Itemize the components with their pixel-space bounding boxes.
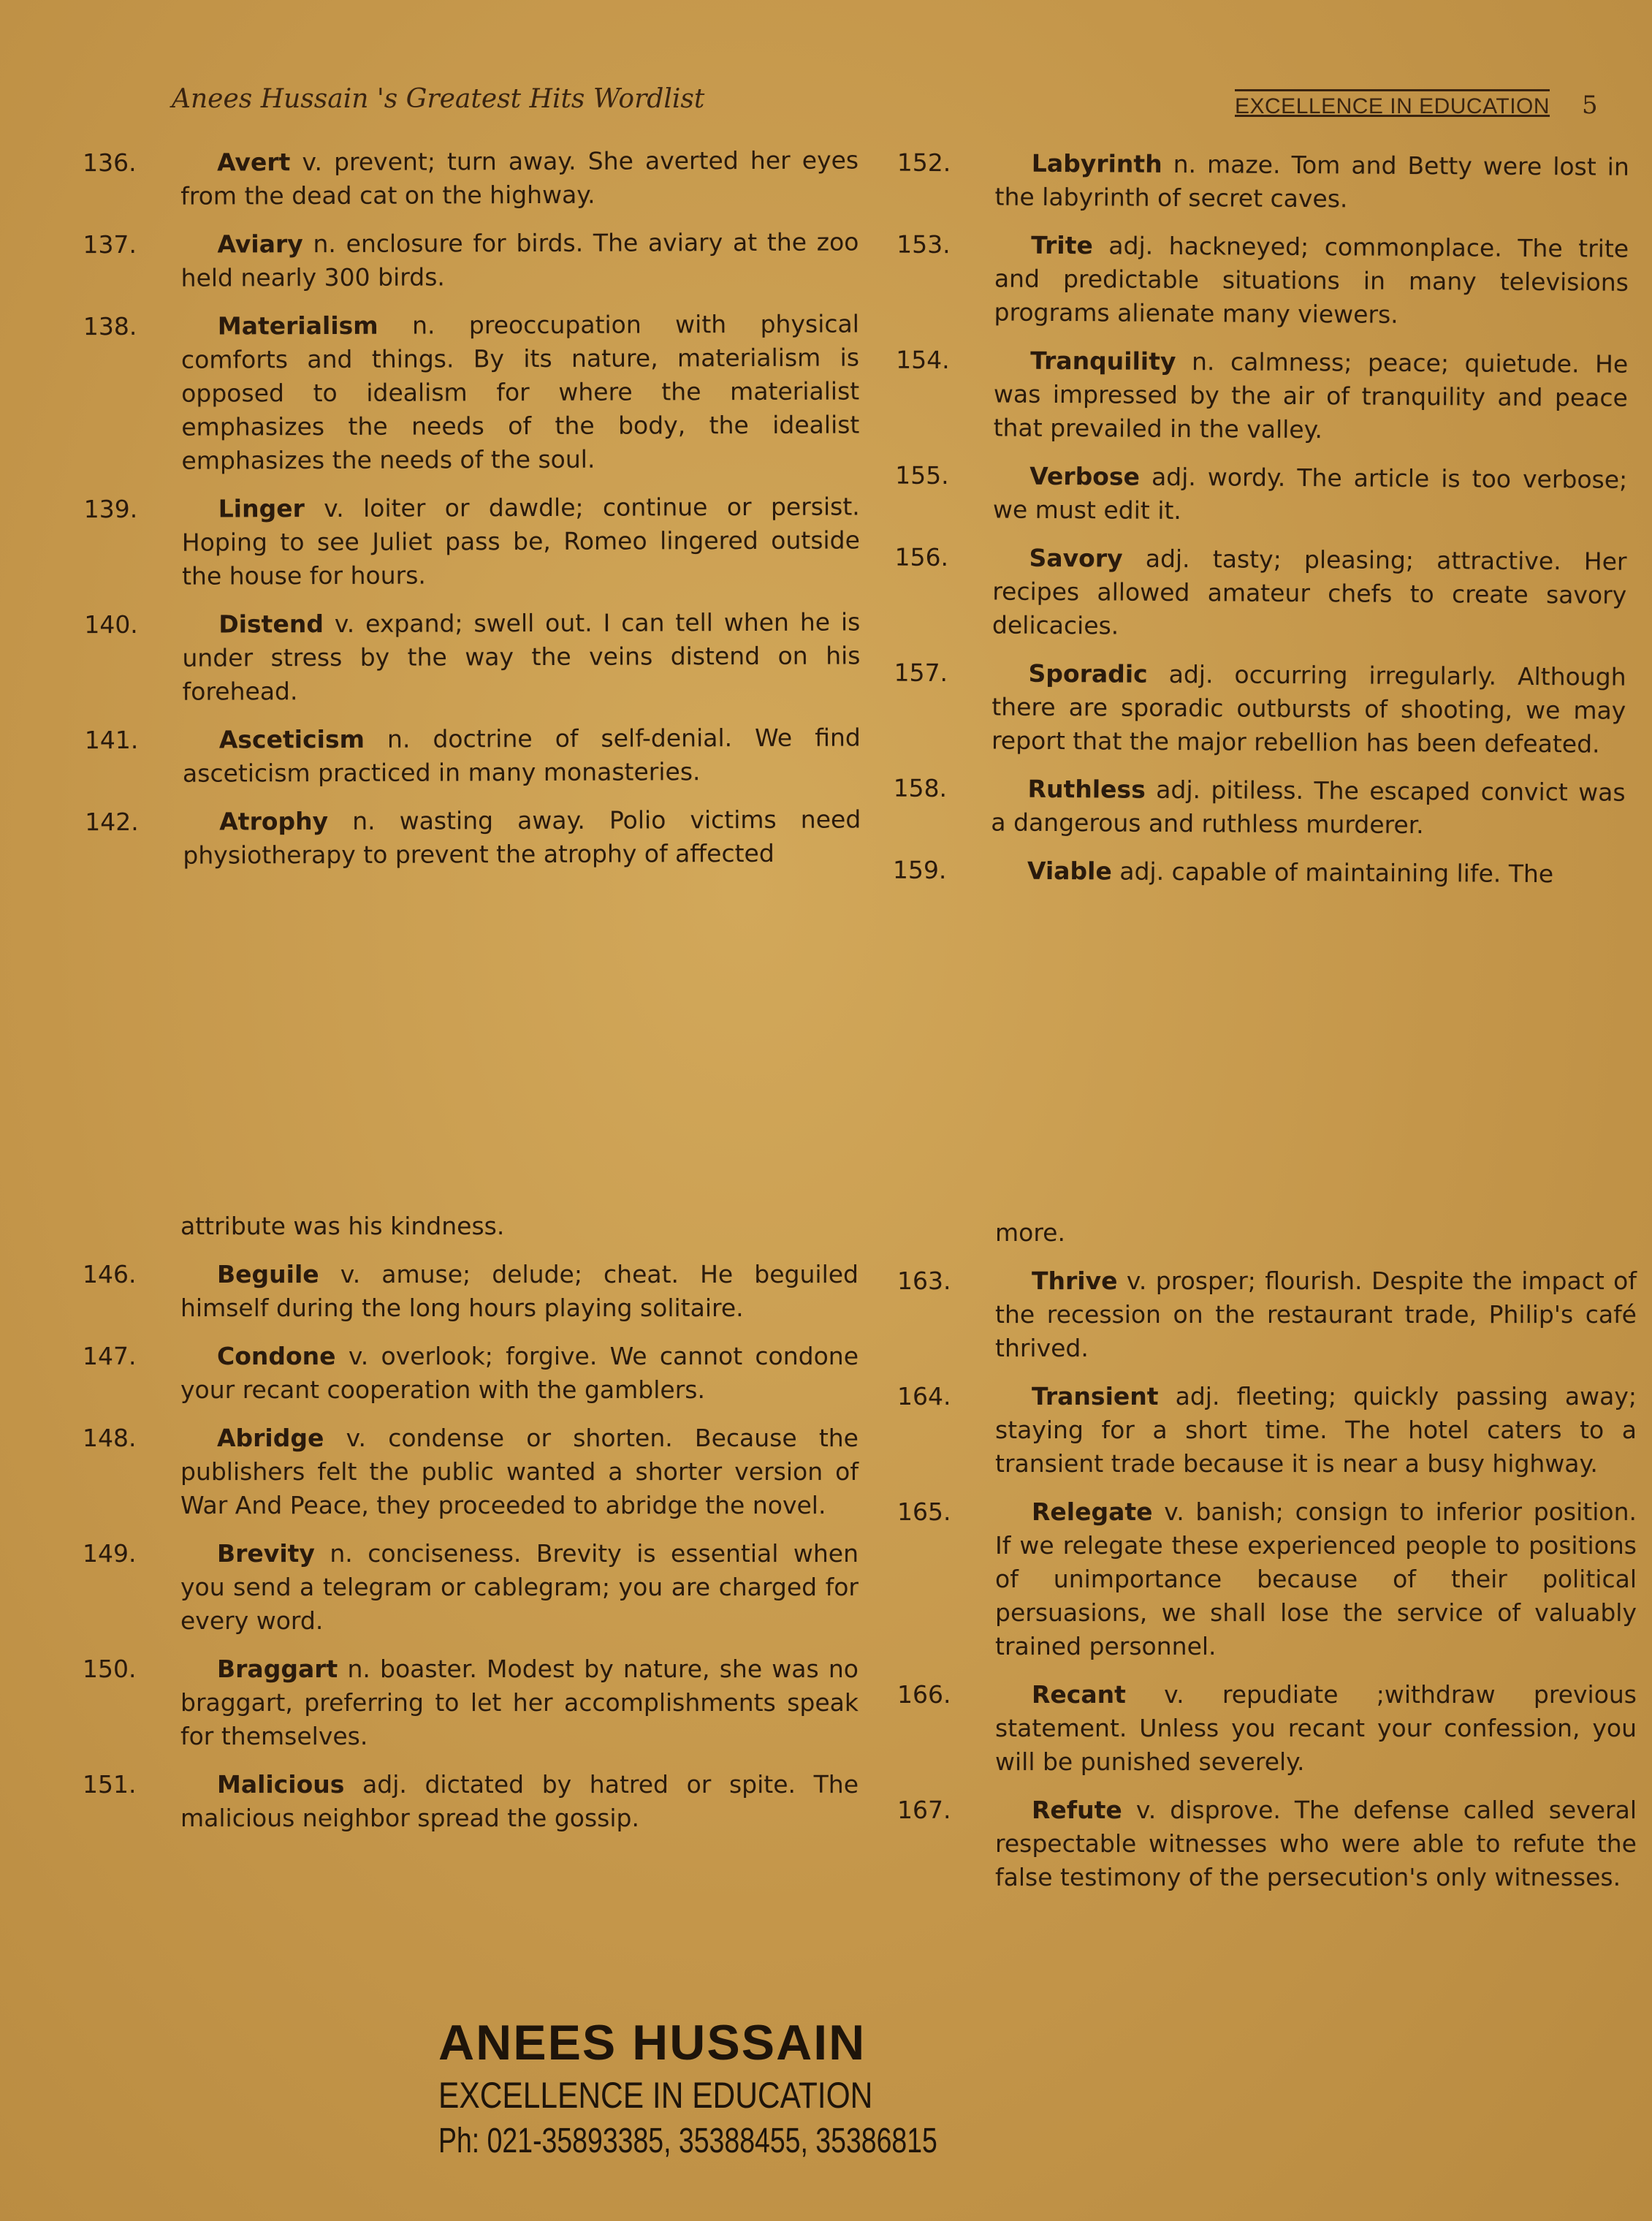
page-number: 5	[1582, 91, 1598, 120]
entry-word: Condone	[217, 1342, 336, 1370]
word-entry	[83, 1421, 859, 1522]
word-entry	[83, 1340, 859, 1407]
entry-number: 151.	[83, 1770, 137, 1799]
entry-number: 153.	[897, 229, 951, 259]
entry-definition: n. conciseness. Brevity is essential when you send a telegram or cablegram; you are charged for every word.	[180, 1539, 859, 1635]
entry-word: Savory	[1029, 543, 1123, 573]
entry-word: Aviary	[217, 229, 303, 259]
entry-number: 156.	[894, 542, 949, 572]
entry-number: 137.	[83, 229, 137, 259]
entry-word: Transient	[1032, 1382, 1159, 1411]
top-right-column	[892, 146, 1629, 889]
entry-definition: v. prosper; flourish. Despite the impact of the recession on the restaurant trade, Philip's café thrived.	[995, 1267, 1637, 1362]
entry-definition: v. amuse; delude; cheat. He beguiled himself during the long hours playing solitaire.	[180, 1260, 859, 1322]
word-entry	[83, 143, 859, 213]
word-entry	[896, 343, 1629, 449]
entry-word: Trite	[1031, 230, 1093, 260]
bottom-left-entries	[83, 1258, 859, 1835]
word-entry	[84, 605, 861, 709]
word-entry	[83, 1768, 859, 1835]
word-entry	[83, 1652, 859, 1753]
header-title: Anees Hussain 's Greatest Hits Wordlist	[172, 84, 705, 114]
word-entry	[897, 228, 1629, 333]
entry-definition: n. doctrine of self-denial. We find asceticism practiced in many monasteries.	[182, 723, 861, 788]
word-entry	[897, 1380, 1637, 1481]
entry-definition: v. prevent; turn away. She averted her eyes from the dead cat on the highway.	[180, 145, 859, 210]
entry-number: 167.	[897, 1796, 951, 1824]
entry-word: Tranquility	[1030, 346, 1176, 376]
entry-word: Abridge	[217, 1424, 324, 1452]
entry-definition: v. condense or shorten. Because the publishers felt the public wanted a shorter version of War And Peace, they proceeded to abridge the novel.	[180, 1424, 859, 1519]
entry-definition: adj. wordy. The article is too verbose; we must edit it.	[992, 462, 1628, 525]
entry-number: 166.	[897, 1680, 951, 1709]
entry-number: 150.	[83, 1655, 137, 1683]
entry-number: 157.	[894, 658, 948, 688]
entry-number: 141.	[84, 725, 139, 755]
word-entry	[895, 459, 1628, 531]
entry-number: 139.	[83, 494, 138, 524]
word-entry	[892, 854, 1625, 892]
entry-word: Recant	[1032, 1680, 1126, 1709]
entry-word: Beguile	[217, 1260, 319, 1288]
word-entry	[85, 802, 861, 873]
footer-tagline: EXCELLENCE IN EDUCATION	[438, 2075, 873, 2116]
entry-word: Verbose	[1029, 461, 1141, 491]
entry-number: 147.	[83, 1342, 137, 1370]
entry-number: 164.	[897, 1382, 951, 1411]
entry-word: Asceticism	[218, 724, 365, 754]
entry-definition: v. repudiate ;withdraw previous statement. Unless you recant your confession, you will be punished severely.	[995, 1680, 1637, 1776]
entry-definition: n. maze. Tom and Betty were lost in the labyrinth of secret caves.	[994, 149, 1629, 213]
word-entry	[897, 146, 1629, 218]
word-entry	[83, 1258, 859, 1325]
entry-definition: v. disprove. The defense called several respectable witnesses who were able to refute the false testimony of the persecution's only witnesses.	[995, 1796, 1637, 1891]
entry-word: Distend	[218, 610, 324, 639]
entry-number: 148.	[83, 1424, 137, 1452]
entry-definition: n. wasting away. Polio victims need physiotherapy to prevent the atrophy of affected	[183, 805, 861, 870]
header-tagline: EXCELLENCE IN EDUCATION	[1235, 89, 1550, 119]
word-entry	[894, 656, 1626, 762]
entry-definition: v. loiter or dawdle; continue or persist. Hoping to see Juliet pass be, Romeo lingered outside the house for hours.	[181, 492, 860, 591]
entry-definition: adj. occurring irregularly. Although there are sporadic outbursts of shooting, we may report that the major rebellion has been defeated.	[991, 659, 1626, 759]
bottom-right-entries	[897, 1264, 1637, 1894]
entry-number: 165.	[897, 1497, 951, 1526]
word-entry	[897, 1264, 1637, 1365]
entry-word: Linger	[218, 494, 305, 523]
bottom-right-column	[897, 1199, 1637, 1922]
entry-definition: adj. dictated by hatred or spite. The malicious neighbor spread the gossip.	[180, 1770, 859, 1832]
entry-word: Malicious	[217, 1770, 345, 1799]
word-entry	[84, 721, 861, 791]
entry-definition: adj. fleeting; quickly passing away; staying for a short time. The hotel caters to a transient trade because it is near a busy highway.	[995, 1382, 1637, 1478]
continuation-text: more.	[995, 1218, 1065, 1247]
entry-number: 149.	[83, 1539, 137, 1568]
entry-word: Refute	[1032, 1796, 1122, 1824]
entry-word: Atrophy	[219, 807, 329, 836]
entry-number: 146.	[83, 1260, 137, 1288]
continuation-text: attribute was his kindness.	[180, 1212, 505, 1240]
entry-word: Relegate	[1032, 1497, 1153, 1526]
entry-word: Braggart	[217, 1655, 338, 1683]
top-left-column	[83, 143, 861, 870]
entry-definition: n. calmness; peace; quietude. He was impressed by the air of tranquility and peace that prevailed in the valley.	[993, 347, 1629, 444]
word-entry	[83, 490, 860, 593]
word-entry	[83, 225, 859, 295]
entry-definition: n. enclosure for birds. The aviary at the zoo held nearly 300 birds.	[180, 227, 859, 292]
entry-number: 142.	[85, 807, 139, 837]
footer-phone: Ph: 021-35893385, 35388455, 35386815	[438, 2122, 937, 2160]
entry-word: Brevity	[217, 1539, 315, 1568]
word-entry	[897, 1793, 1637, 1894]
entry-number: 163.	[897, 1267, 951, 1295]
entry-definition: n. boaster. Modest by nature, she was no braggart, preferring to let her accomplishments speak for themselves.	[180, 1655, 859, 1750]
entry-number: 136.	[83, 148, 137, 178]
entry-definition: adj. capable of maintaining life. The	[1119, 857, 1554, 889]
entry-number: 159.	[892, 855, 947, 885]
entry-definition: v. expand; swell out. I can tell when he is under stress by the way the veins distend on his forehead.	[182, 607, 861, 706]
word-entry	[897, 1495, 1637, 1663]
entry-number: 158.	[893, 773, 948, 803]
entry-definition: n. preoccupation with physical comforts and things. By its nature, materialism is opposed to idealism for where the materialist emphasizes the needs of the body, the idealist emphasizes the needs of the soul.	[180, 309, 860, 475]
entry-definition: adj. hackneyed; commonplace. The trite and predictable situations in many televisions programs alienate many viewers.	[994, 231, 1629, 329]
entry-number: 140.	[84, 610, 138, 639]
footer-name: ANEES HUSSAIN	[438, 2015, 867, 2070]
entry-number: 152.	[897, 148, 951, 178]
entry-word: Ruthless	[1027, 774, 1146, 804]
cut-off-line	[935, 1199, 1637, 1212]
entry-word: Avert	[217, 148, 291, 177]
entry-number: 154.	[896, 345, 950, 375]
bottom-left-column	[83, 1210, 859, 1933]
entry-word: Viable	[1027, 856, 1112, 886]
entry-word: Materialism	[217, 311, 378, 341]
entry-word: Labyrinth	[1031, 148, 1162, 178]
entry-word: Sporadic	[1028, 658, 1148, 688]
word-entry	[897, 1678, 1637, 1779]
entry-definition: v. banish; consign to inferior position. If we relegate these experienced people to positions of unimportance because of their political persuasions, we shall lose the service of valuably trained personnel.	[995, 1497, 1637, 1660]
word-entry	[83, 1537, 859, 1638]
entry-definition: v. overlook; forgive. We cannot condone your recant cooperation with the gamblers.	[180, 1342, 859, 1404]
word-entry	[83, 307, 860, 478]
entry-definition: adj. tasty; pleasing; attractive. Her recipes allowed amateur chefs to create savory delicacies.	[991, 544, 1627, 640]
entry-word: Thrive	[1032, 1267, 1118, 1295]
entry-definition: adj. pitiless. The escaped convict was a dangerous and ruthless murderer.	[991, 775, 1626, 840]
entry-number: 155.	[895, 460, 949, 490]
word-entry	[894, 541, 1627, 646]
footer-stamp	[438, 2013, 937, 2164]
word-entry	[893, 772, 1626, 843]
entry-number: 138.	[83, 311, 137, 341]
